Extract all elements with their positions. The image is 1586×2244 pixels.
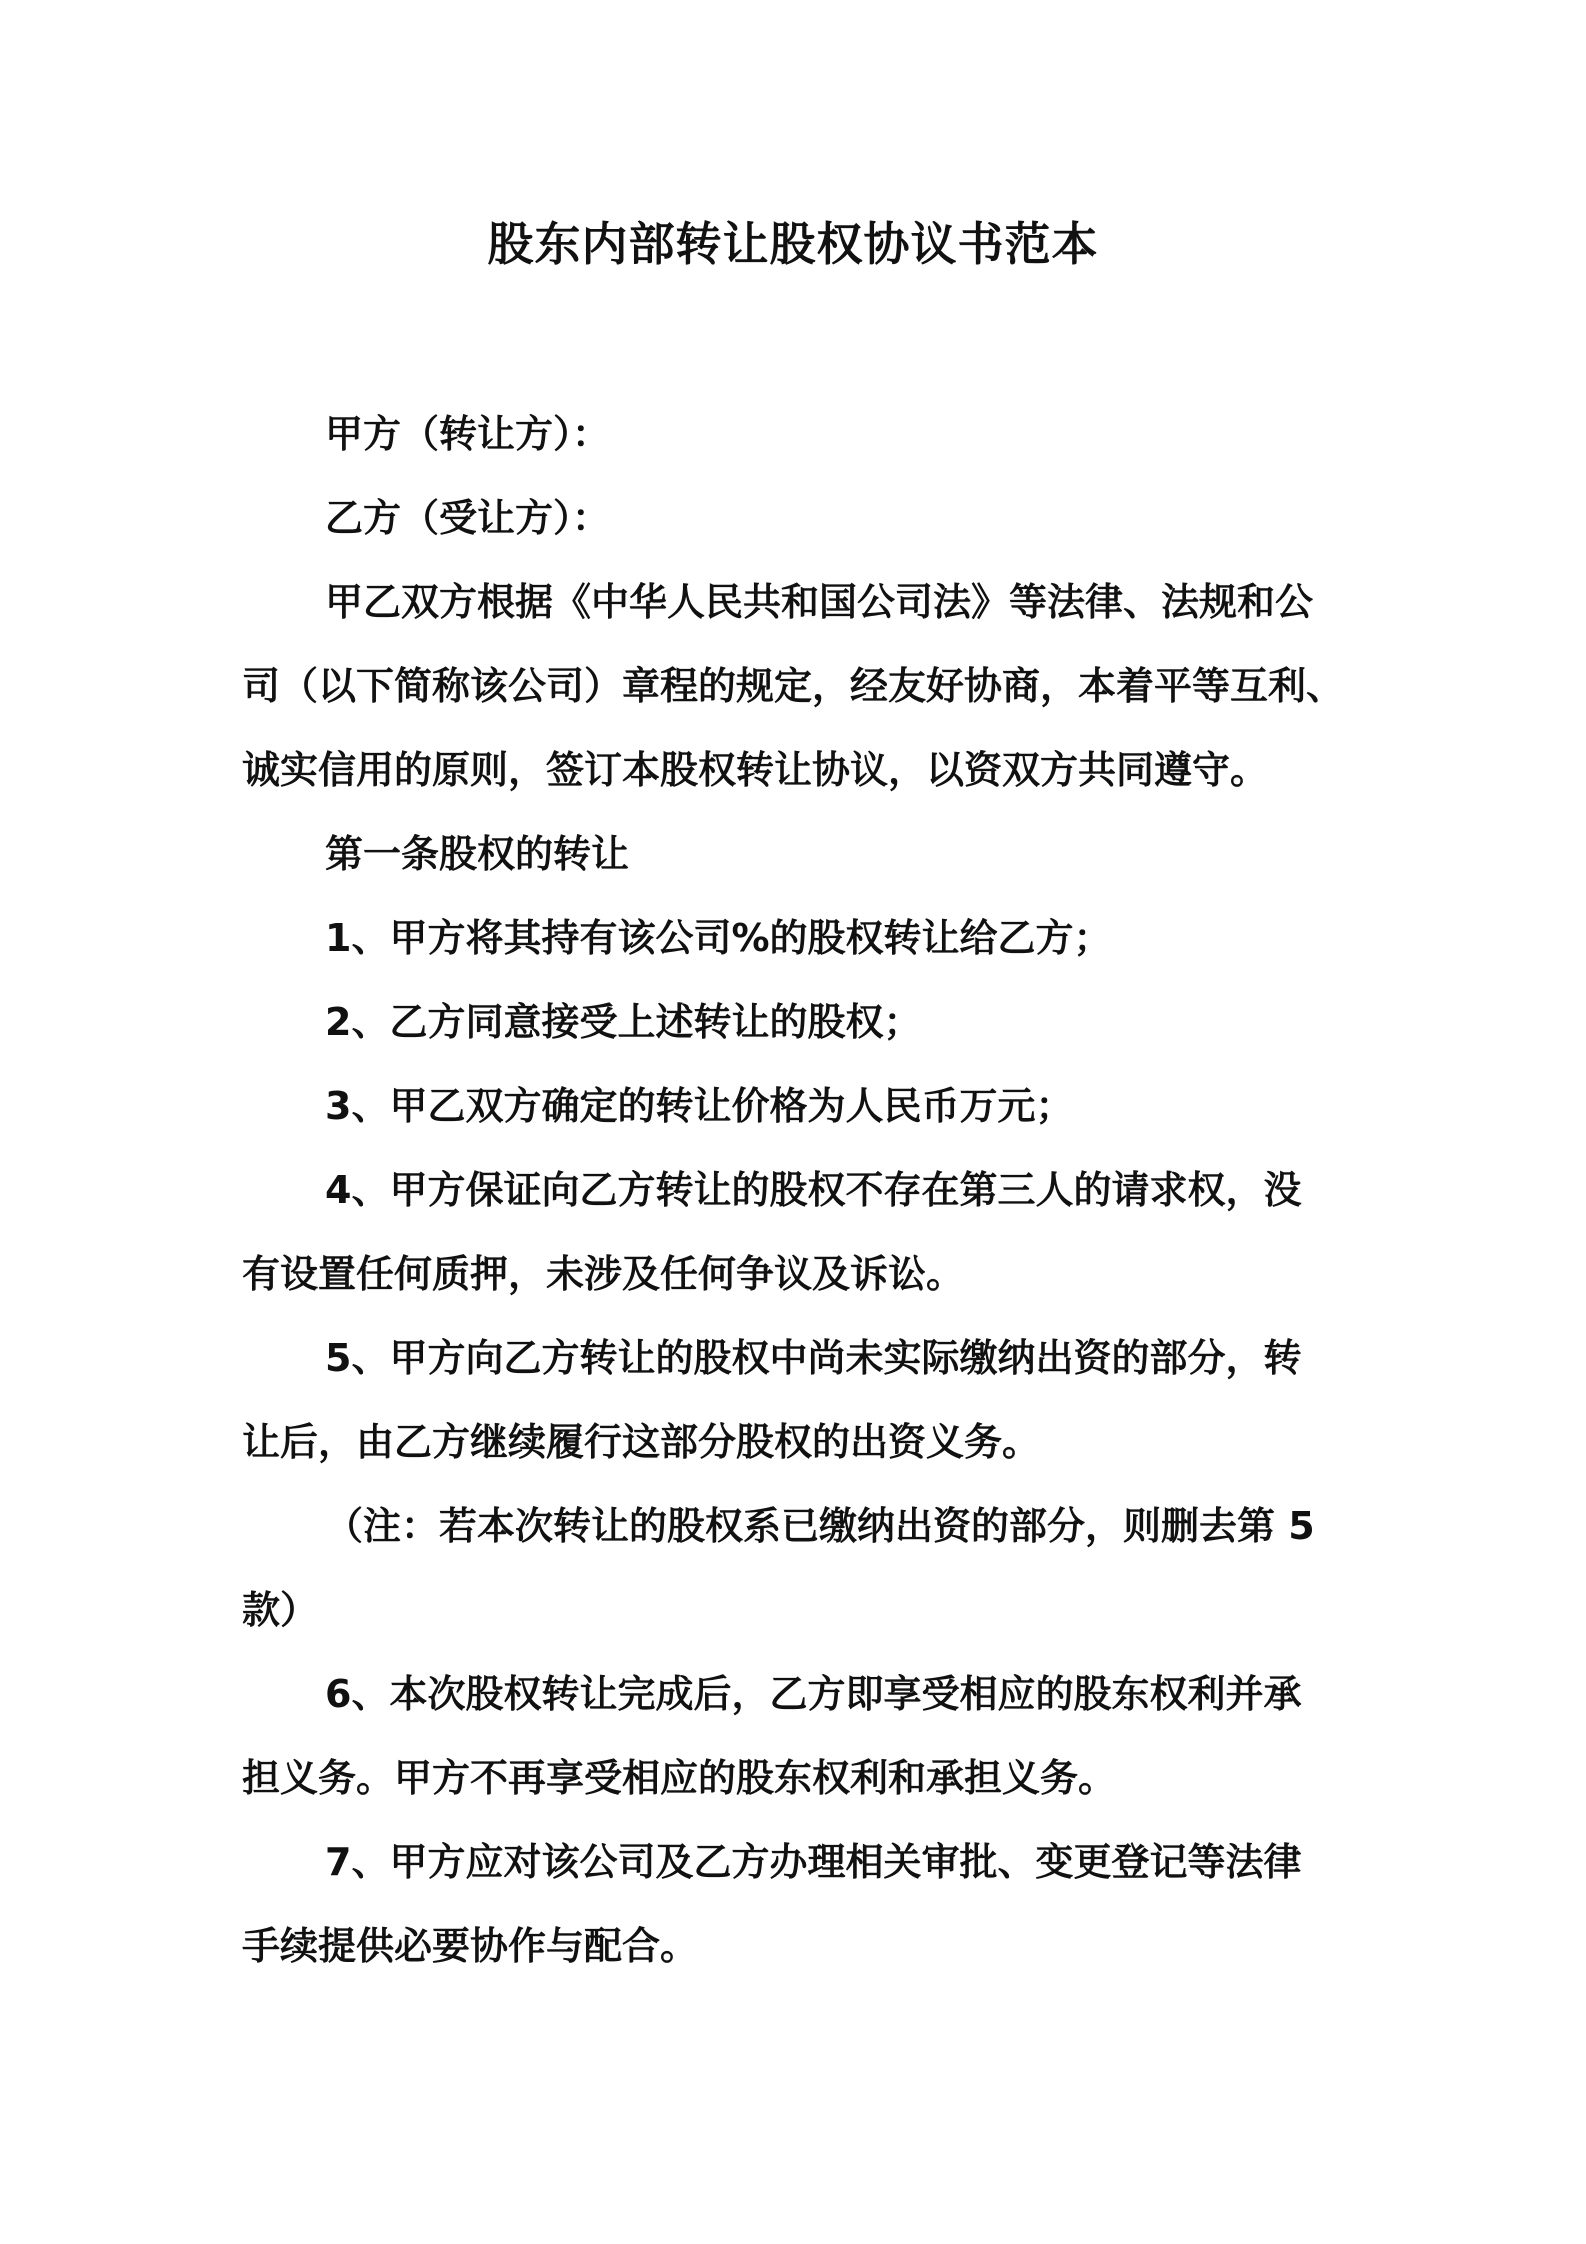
note-line-1: （注：若本次转让的股权系已缴纳出资的部分，则删去第 5	[325, 1504, 1315, 1548]
clause-4-line-1: 4、甲方保证向乙方转让的股权不存在第三人的请求权，没	[325, 1168, 1302, 1212]
clause-3: 3、甲乙双方确定的转让价格为人民币万元；	[325, 1084, 1074, 1128]
clause-4-line-2: 有设置任何质押，未涉及任何争议及诉讼。	[242, 1252, 965, 1296]
note-line-2: 款）	[242, 1588, 319, 1632]
clause-5-line-2: 让后，由乙方继续履行这部分股权的出资义务。	[242, 1420, 1041, 1464]
clause-2: 2、乙方同意接受上述转让的股权；	[325, 1000, 922, 1044]
clause-6-line-2: 担义务。甲方不再享受相应的股东权利和承担义务。	[242, 1756, 1117, 1800]
section-heading: 第一条股权的转让	[325, 832, 630, 876]
clause-1: 1、甲方将其持有该公司%的股权转让给乙方；	[325, 916, 1112, 960]
clause-7-line-2: 手续提供必要协作与配合。	[242, 1924, 699, 1968]
clause-6-line-1: 6、本次股权转让完成后，乙方即享受相应的股东权利并承	[325, 1672, 1302, 1716]
clause-7-line-1: 7、甲方应对该公司及乙方办理相关审批、变更登记等法律	[325, 1840, 1302, 1884]
party-a-line: 甲方（转让方）：	[325, 412, 611, 456]
party-b-line: 乙方（受让方）：	[325, 496, 611, 540]
document-title: 股东内部转让股权协议书范本	[487, 217, 1099, 271]
preamble-line-3: 诚实信用的原则，签订本股权转让协议，以资双方共同遵守。	[242, 748, 1269, 792]
preamble-line-1: 甲乙双方根据《中华人民共和国公司法》等法律、法规和公	[325, 580, 1314, 624]
preamble-line-2: 司（以下简称该公司）章程的规定，经友好协商，本着平等互利、	[242, 664, 1345, 708]
clause-5-line-1: 5、甲方向乙方转让的股权中尚未实际缴纳出资的部分，转	[325, 1336, 1302, 1380]
